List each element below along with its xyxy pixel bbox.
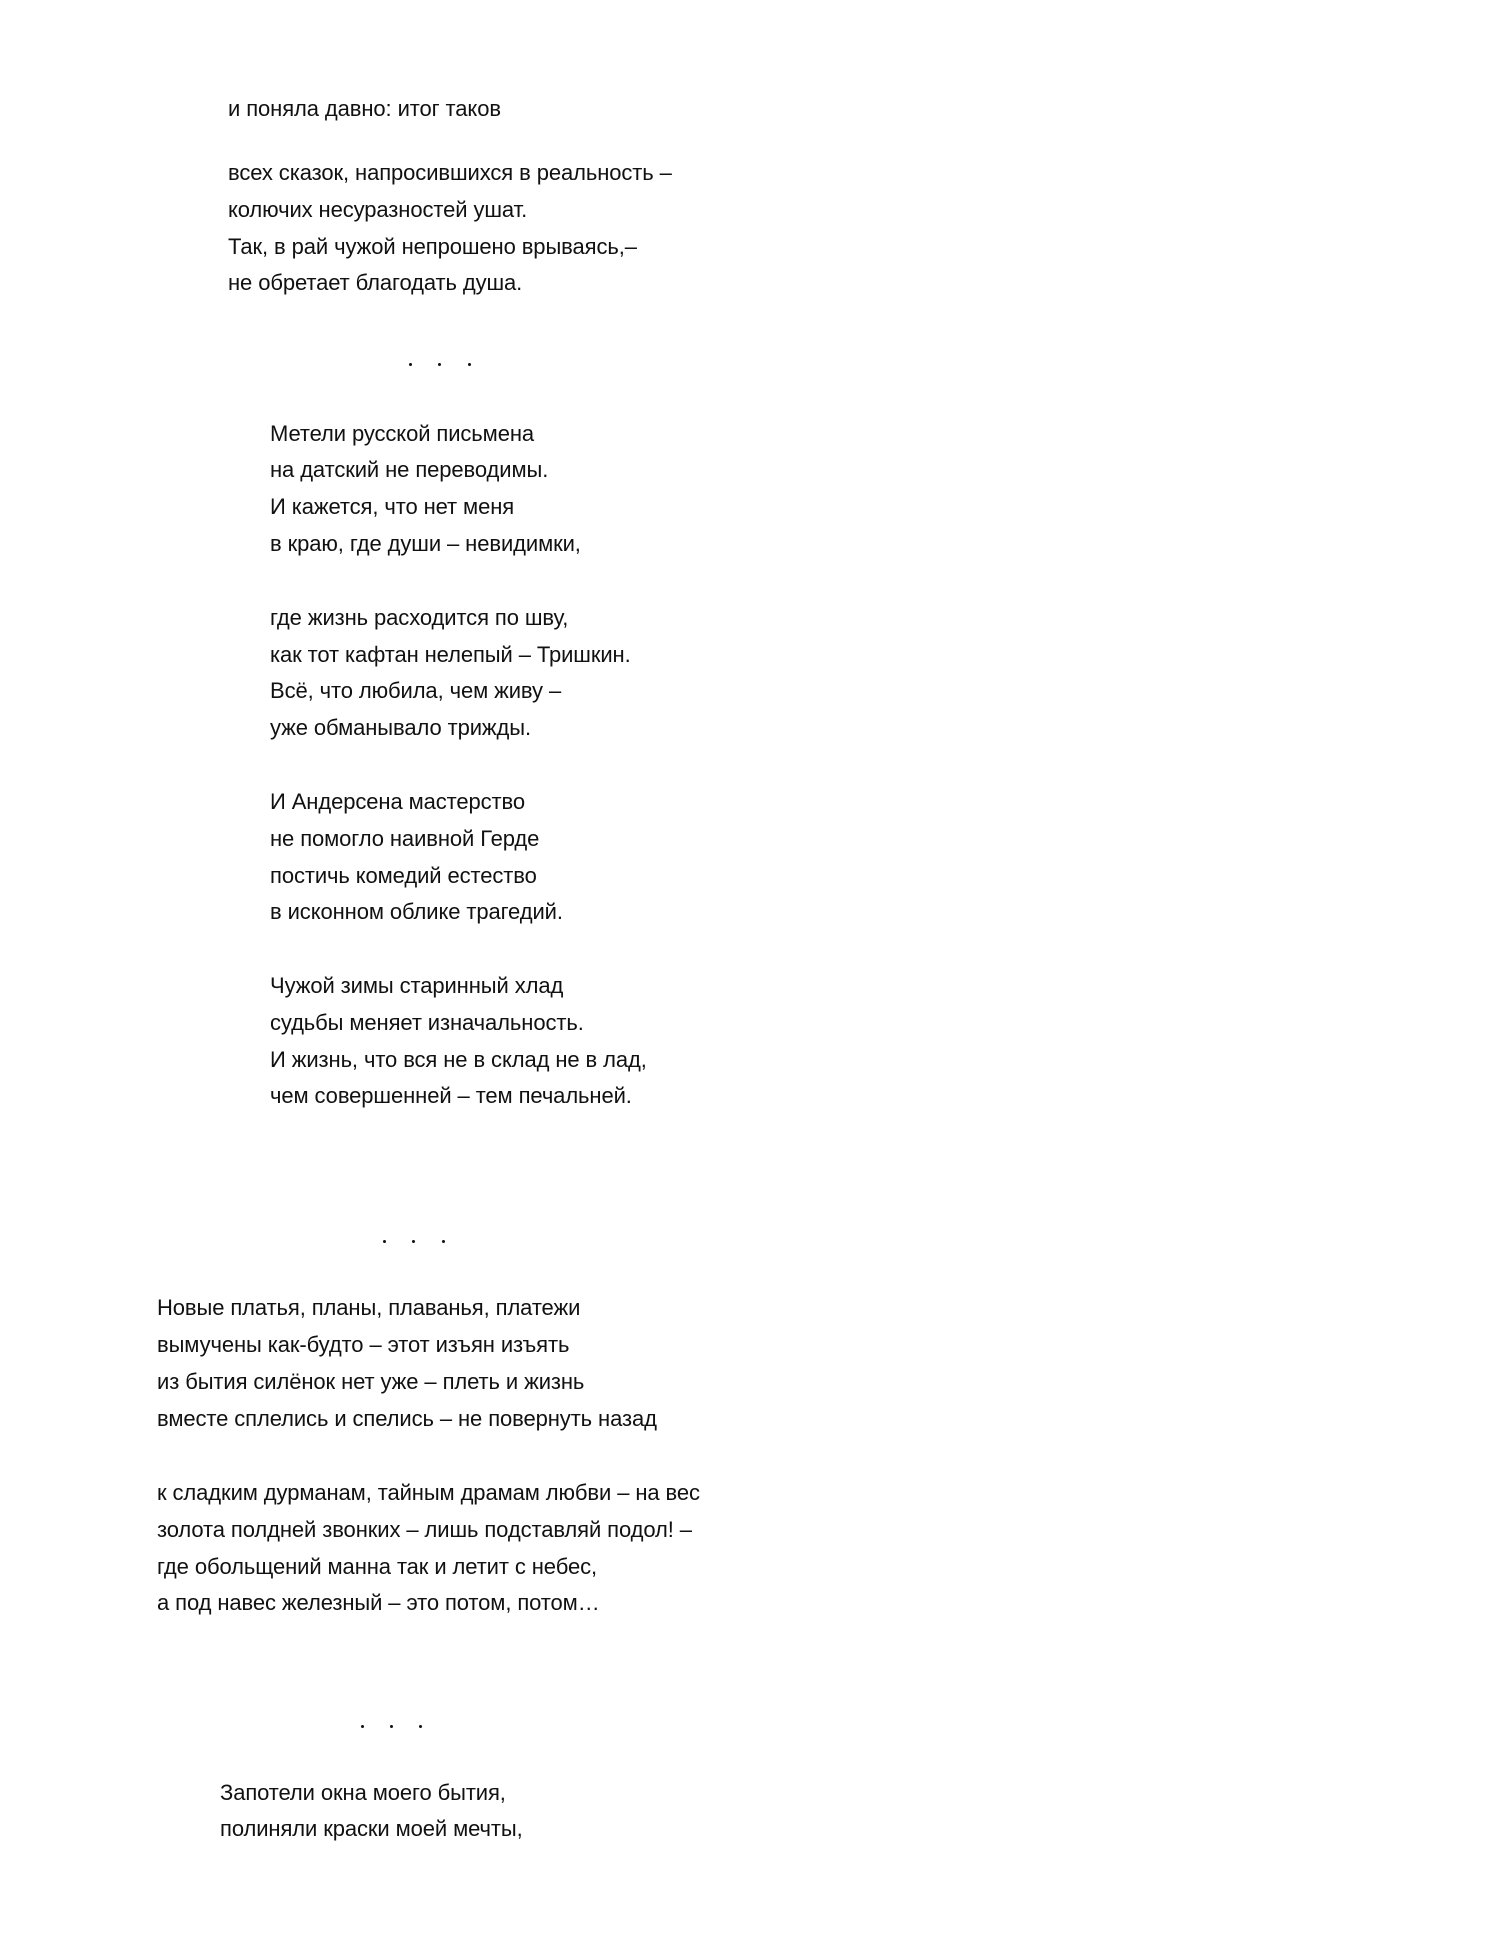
poem-line: Метели русской письмена (270, 421, 535, 446)
poem-line: на датский не переводимы. (270, 457, 549, 482)
separator-dot (419, 1725, 422, 1728)
poem-line: где жизнь расходится по шву, (270, 605, 569, 630)
poem-line: как тот кафтан нелепый – Тришкин. (270, 642, 631, 667)
poem-line: в исконном облике трагедий. (270, 899, 563, 924)
poem-line: к сладким дурманам, тайным драмам любви – на вес (157, 1480, 700, 1505)
poem-line: вымучены как-будто – этот изъян изъять (157, 1332, 570, 1357)
poem-line: золота полдней звонких – лишь подставляй подол! – (157, 1517, 692, 1542)
poem-line: чем совершенней – тем печальней. (270, 1083, 632, 1108)
poem-line: судьбы меняет изначальность. (270, 1010, 584, 1035)
separator-dot (412, 1240, 415, 1243)
separator-dot (468, 363, 471, 366)
poem-line: вместе сплелись и спелись – не повернуть назад (157, 1406, 657, 1431)
separator-dot (442, 1240, 445, 1243)
poem-line: Всё, что любила, чем живу – (270, 678, 562, 703)
poem-line: Запотели окна моего бытия, (220, 1780, 506, 1805)
poem-line: всех сказок, напросившихся в реальность – (228, 160, 672, 185)
poem-line: И Андерсена мастерство (270, 789, 526, 814)
poem-line: не обретает благодать душа. (228, 270, 523, 295)
poem-line: из бытия силёнок нет уже – плеть и жизнь (157, 1369, 585, 1394)
poem-line: в краю, где души – невидимки, (270, 531, 581, 556)
separator-dot (383, 1240, 386, 1243)
separator-dot (390, 1725, 393, 1728)
poem-line: Новые платья, планы, плаванья, платежи (157, 1295, 581, 1320)
separator-dot (438, 363, 441, 366)
separator-dot (409, 363, 412, 366)
poem-line: Чужой зимы старинный хлад (270, 973, 564, 998)
poem-line: И жизнь, что вся не в склад не в лад, (270, 1047, 647, 1072)
separator-dot (361, 1725, 364, 1728)
poem-line: И кажется, что нет меня (270, 494, 515, 519)
poem-line: постичь комедий естество (270, 863, 537, 888)
poem-line: полиняли краски моей мечты, (220, 1816, 523, 1841)
poem-line: не помогло наивной Герде (270, 826, 540, 851)
poem-line: а под навес железный – это потом, потом… (157, 1590, 600, 1615)
poem-line: уже обманывало трижды. (270, 715, 531, 740)
poem-line: где обольщений манна так и летит с небес, (157, 1554, 597, 1579)
poem-line: Так, в рай чужой непрошено врываясь,– (228, 234, 637, 259)
poem-line: и поняла давно: итог таков (228, 96, 501, 121)
poem-line: колючих несуразностей ушат. (228, 197, 528, 222)
